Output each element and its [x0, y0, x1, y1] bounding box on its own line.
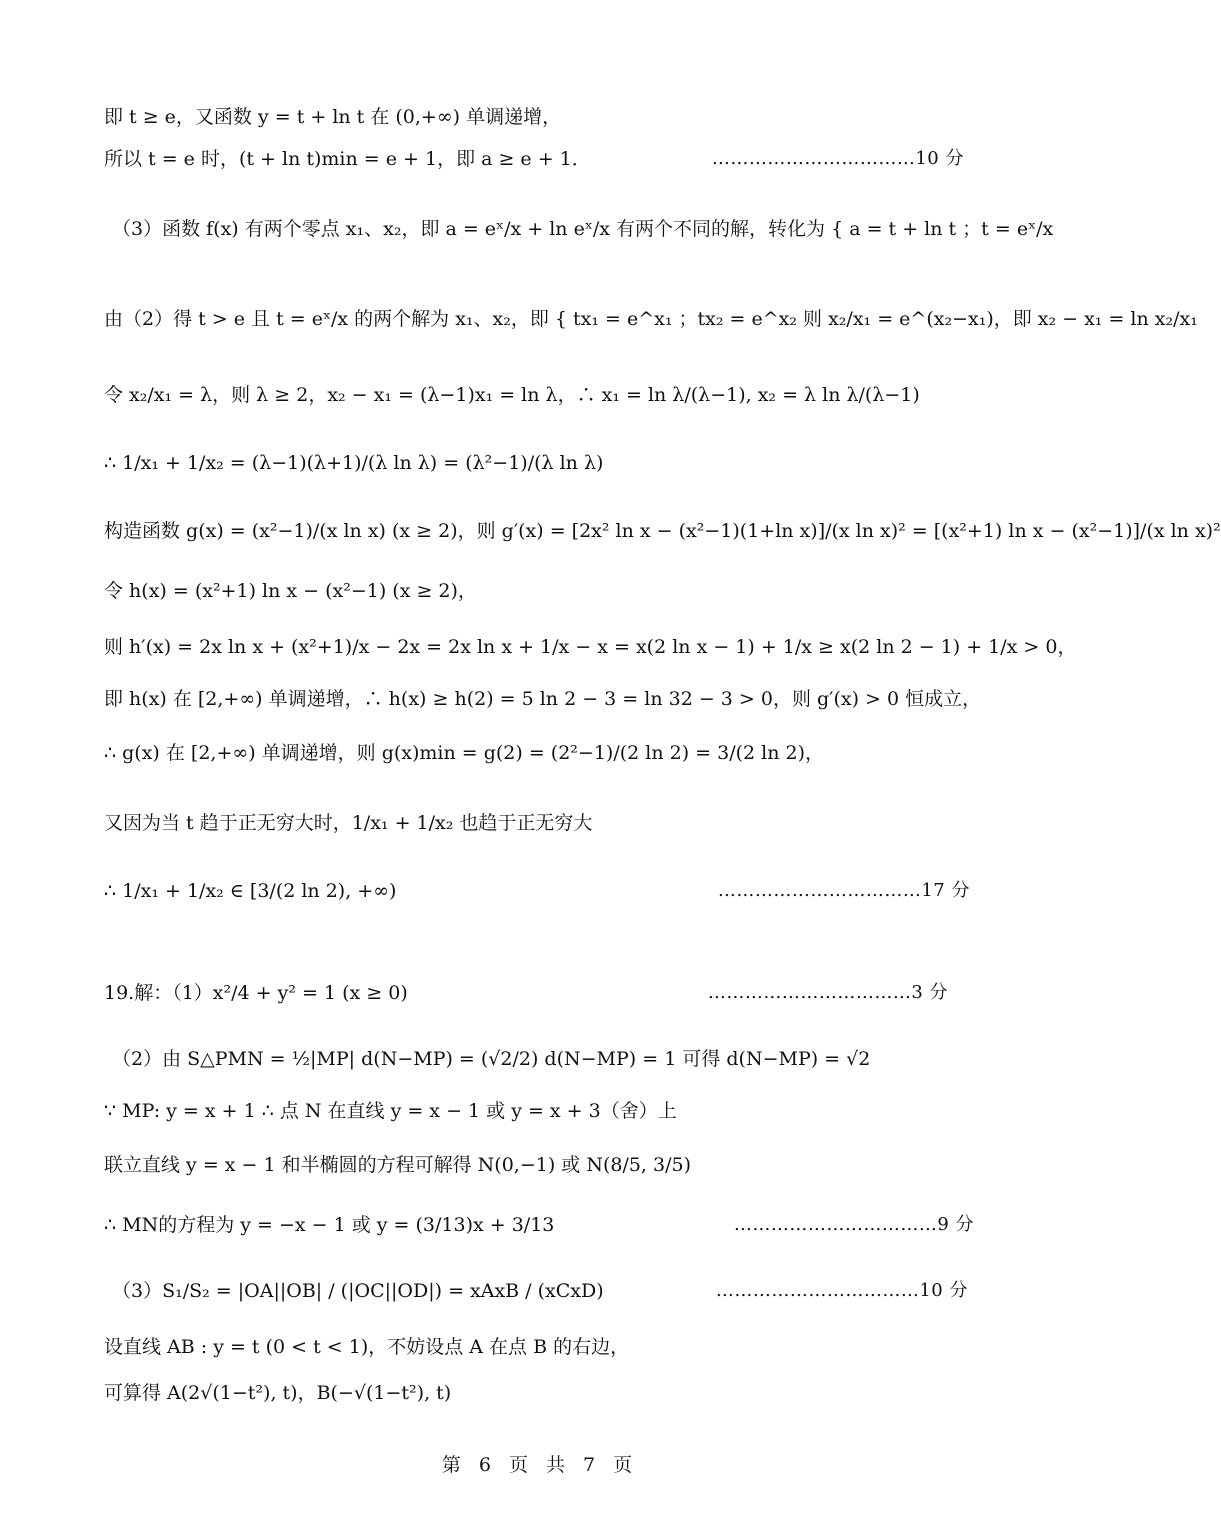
line-1: 即 t ≥ e，又函数 y = t + ln t 在 (0,+∞) 单调递增， [104, 106, 562, 128]
page-footer: 第 6 页 共 7 页 [441, 1454, 639, 1476]
line-13: ∴ 1/x₁ + 1/x₂ ∈ [3/(2 ln 2), +∞) ……………………………17 分 [104, 880, 970, 902]
line-6: ∴ 1/x₁ + 1/x₂ = (λ−1)(λ+1)/(λ ln λ) = (λ²−1)/(λ ln λ) [104, 452, 604, 474]
line-20: 设直线 AB : y = t (0 < t < 1)，不妨设点 A 在点 B 的右边， [104, 1336, 630, 1358]
line-17: 联立直线 y = x − 1 和半椭圆的方程可解得 N(0,−1) 或 N(8/5, 3/5) [104, 1154, 692, 1176]
line-18: ∴ MN的方程为 y = −x − 1 或 y = (3/13)x + 3/13 ……………………………9 分 [104, 1214, 974, 1236]
line-4: 由（2）得 t > e 且 t = eˣ/x 的两个解为 x₁、x₂，即 { tx₁ = e^x₁ ；tx₂ = e^x₂ 则 x₂/x₁ = e^(x₂−x₁)，即 x₂ − x₁ = ln x₂/x₁ [104, 308, 1198, 330]
line-7: 构造函数 g(x) = (x²−1)/(x ln x) (x ≥ 2)，则 g′(x) = [2x² ln x − (x²−1)(1+ln x)]/(x ln x)² = [(x²+1) ln x − (x²−1)]/(x ln x)² [104, 520, 1221, 542]
score-3: ……………………………3 分 [707, 982, 948, 1003]
line-19: （3）S₁/S₂ = |OA||OB| / (|OC||OD|) = xAxB / (xCxD) ……………………………10 分 [112, 1280, 968, 1302]
line-5: 令 x₂/x₁ = λ，则 λ ≥ 2，x₂ − x₁ = (λ−1)x₁ = ln λ，∴ x₁ = ln λ/(λ−1), x₂ = λ ln λ/(λ−1) [104, 384, 920, 406]
line-11: ∴ g(x) 在 [2,+∞) 单调递增，则 g(x)min = g(2) = (2²−1)/(2 ln 2) = 3/(2 ln 2)， [104, 742, 825, 764]
line-2: 所以 t = e 时，(t + ln t)min = e + 1，即 a ≥ e + 1． ……………………………10 分 [104, 148, 964, 170]
line-15: （2）由 S△PMN = ½|MP| d(N−MP) = (√2/2) d(N−MP) = 1 可得 d(N−MP) = √2 [112, 1048, 871, 1070]
score-10-a: ……………………………10 分 [711, 148, 964, 169]
line-16: ∵ MP: y = x + 1 ∴ 点 N 在直线 y = x − 1 或 y = x + 3（舍）上 [104, 1100, 677, 1122]
line-8: 令 h(x) = (x²+1) ln x − (x²−1) (x ≥ 2)， [104, 580, 477, 602]
line-12: 又因为当 t 趋于正无穷大时，1/x₁ + 1/x₂ 也趋于正无穷大 [104, 812, 593, 834]
line-21: 可算得 A(2√(1−t²), t)，B(−√(1−t²), t) [104, 1382, 452, 1404]
score-10-b: ……………………………10 分 [715, 1280, 968, 1301]
score-9: ……………………………9 分 [733, 1214, 974, 1235]
line-10: 即 h(x) 在 [2,+∞) 单调递增，∴ h(x) ≥ h(2) = 5 ln 2 − 3 = ln 32 − 3 > 0，则 g′(x) > 0 恒成立， [104, 688, 982, 710]
score-17: ……………………………17 分 [717, 880, 970, 901]
line-3: （3）函数 f(x) 有两个零点 x₁、x₂，即 a = eˣ/x + ln eˣ/x 有两个不同的解，转化为 { a = t + ln t ；t = eˣ/x [112, 218, 1054, 240]
line-9: 则 h′(x) = 2x ln x + (x²+1)/x − 2x = 2x ln x + 1/x − x = x(2 ln x − 1) + 1/x ≥ x(2 ln 2 − 1) + 1/x > 0， [104, 636, 1077, 658]
line-14: 19.解：（1）x²/4 + y² = 1 (x ≥ 0) ……………………………3 分 [104, 982, 948, 1004]
